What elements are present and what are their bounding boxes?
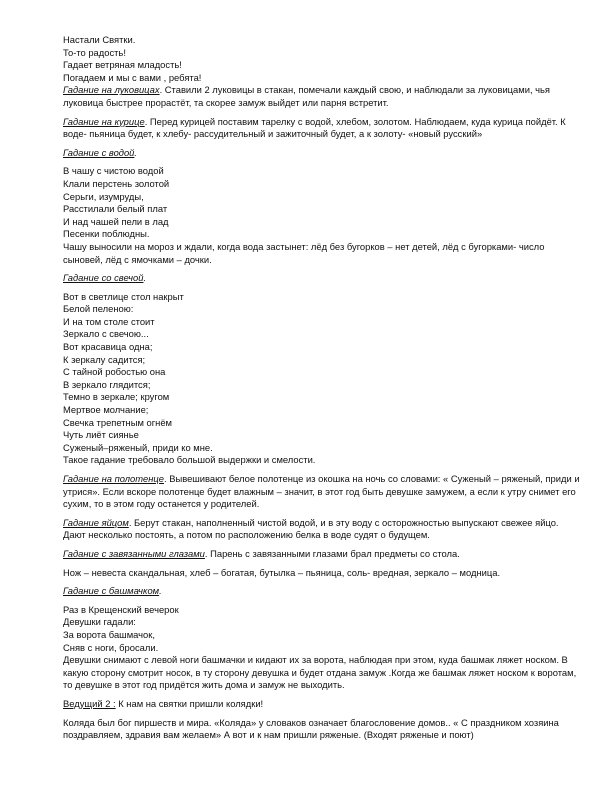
egg-heading: Гадание яйцом <box>63 516 129 528</box>
host-paragraph <box>63 698 583 711</box>
water-poem-line-6: Песенки поблюдны. <box>63 228 150 240</box>
blindfold-heading: Гадание с завязанными глазами <box>63 547 205 559</box>
water-poem-line-5: И над чашей пели в лад <box>63 215 169 227</box>
candle-poem-line-5: Вот красавица одна; <box>63 341 153 353</box>
document-page <box>63 34 583 742</box>
shoe-poem-line-4: Сняв с ноги, бросали. <box>63 641 159 653</box>
host-label: Ведущий 2 : <box>63 697 116 709</box>
opening-line-1: Настали Святки. <box>63 34 136 45</box>
shoe-heading-tail: . <box>159 585 162 597</box>
kolyada-paragraph: Коляда был бог пиршеств и мира. «Коляда» у словаков означает благословение домов.. « С праздником хозяина поздравляем, здравия вам желаем» А вот и к нам пришли ряженые. (Входят ряженые и поют) <box>63 716 559 741</box>
candle-poem-line-4: Зеркало с свечою... <box>63 328 149 340</box>
candle-poem-line-10: Мертвое молчание; <box>63 404 149 416</box>
towel-heading: Гадание на полотенце <box>63 473 164 484</box>
water-poem-line-1: В чашу с чистою водой <box>63 165 164 177</box>
water-heading: Гадание с водой <box>63 146 135 158</box>
shoe-heading: Гадание с башмачком <box>63 585 160 597</box>
egg-text: . Берут стакан, наполненный чистой водой, и в эту воду с осторожностью выпускают свежее яйцо. Дают несколько постоять, а потом по расположению белка в воде судят о будущем. <box>63 516 559 541</box>
candle-heading-tail: . <box>143 272 147 284</box>
host-text: К нам на святки пришли колядки! <box>115 697 264 709</box>
shoe-poem-line-2: Девушки гадали: <box>63 616 136 628</box>
water-heading-tail: . <box>134 146 138 158</box>
towel-paragraph <box>63 473 583 511</box>
onion-paragraph <box>63 84 583 109</box>
candle-poem-line-1: Вот в светлице стол накрыт <box>63 290 184 302</box>
water-poem-line-4: Расстилали белый плат <box>63 203 168 215</box>
hen-heading: Гадание на курице <box>63 115 145 127</box>
shoe-text: Девушки снимают с левой ноги башмачки и кидают их за ворота, наблюдая при этом, куда башмак ляжет носком. В какую сторону смотрит носок, в ту сторону девушка и будет отдана замуж .Когда же башмак ляжет носком к воротам, то девушке в этот год придётся жить дома и замуж не выходить. <box>63 654 577 691</box>
egg-paragraph <box>63 517 583 542</box>
onion-text: . Ставили 2 луковицы в стакан, помечали каждый свою, и наблюдали за луковицами, чья луковица быстрее прорастёт, та скорее замуж выйдет или парня встретит. <box>63 84 550 108</box>
shoe-poem-line-3: За ворота башмачок, <box>63 628 155 640</box>
water-text: Чашу выносили на мороз и ждали, когда вода застынет: лёд без бугорков – нет детей, лёд с бугорками- число сыновей, лёд с ямочками – дочки. <box>63 240 545 265</box>
opening-line-3: Гадает ветряная младость! <box>63 59 182 71</box>
water-heading-line <box>63 147 583 160</box>
candle-poem-line-9: Темно в зеркале; кругом <box>63 391 170 403</box>
opening-line-2: То-то радость! <box>63 46 126 58</box>
candle-poem-line-11: Свечка трепетным огнём <box>63 416 172 428</box>
blindfold-meaning: Нож – невеста скандальная, хлеб – богатая, бутылка – пьяница, соль- вредная, зеркало – модница. <box>63 566 501 578</box>
water-poem-line-2: Клали перстень золотой <box>63 177 170 189</box>
candle-poem-line-3: И на том столе стоит <box>63 315 155 327</box>
shoe-poem-line-1: Раз в Крещенский вечерок <box>63 603 179 615</box>
hen-paragraph <box>63 116 583 141</box>
candle-poem-line-12: Чуть лиёт сиянье <box>63 429 139 441</box>
candle-poem-line-8: В зеркало глядится; <box>63 378 151 390</box>
towel-text: . Вывешивают белое полотенце из окошка на ночь со словами: « Суженый – ряженый, приди и утрися». Если вскоре полотенце будет влажным – значит, в этот год быть девушке замужем, а если к утру снимет его сухим, то в этом году останется у родителей. <box>63 473 580 510</box>
candle-text: Такое гадание требовало большой выдержки и смелости. <box>63 454 316 466</box>
shoe-heading-line <box>63 585 583 598</box>
candle-poem-line-7: С тайной робостью она <box>63 366 166 378</box>
candle-poem-line-2: Белой пеленою: <box>63 303 134 315</box>
hen-text: . Перед курицей поставим тарелку с водой, хлебом, золотом. Наблюдаем, куда курица пойдёт. К воде- пьяница будет, к хлебу- рассудительный и зажиточный будет, а к золоту- «новый русский» <box>63 115 566 140</box>
onion-heading: Гадание на луковицах <box>63 84 160 96</box>
water-poem-line-3: Серьги, изумруды, <box>63 190 144 202</box>
opening-line-4: Погадаем и мы с вами , ребята! <box>63 71 202 83</box>
candle-poem-line-6: К зеркалу садится; <box>63 353 146 365</box>
candle-poem-line-13: Суженый–ряженый, приди ко мне. <box>63 441 213 453</box>
candle-heading: Гадание со свечой <box>63 272 144 284</box>
blindfold-text: . Парень с завязанными глазами брал предметы со стола. <box>204 547 460 559</box>
blindfold-paragraph <box>63 548 583 561</box>
candle-heading-line <box>63 272 583 285</box>
